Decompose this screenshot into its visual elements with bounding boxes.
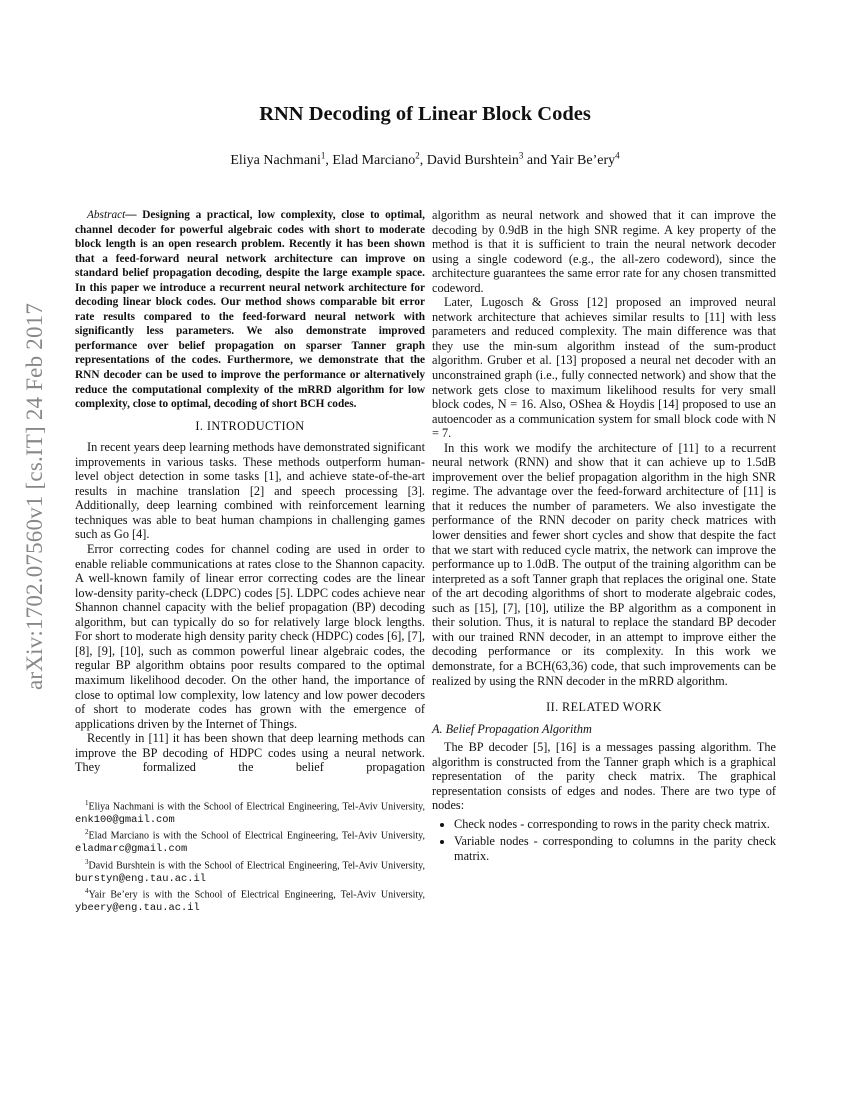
left-column [75,208,425,915]
right-column [432,208,776,867]
footnote: $^4$Yair Be’ery is with the School of Electrical Engineering, Tel-Aviv University, ybeery@eng.tau.ac.il [75,887,425,915]
paragraph: In this work we modify the architecture of [11] to a recurrent neural network (RNN) and show that it can achieve up to 1.5dB improvement over the belief propagation algorithm in the high SNR regime. The advantage over the feed-forward architecture of [11] is that it reduces the number of parameters. We also investigate the performance of the RNN decoder on parity check matrices with lower densities and fewer short cycles and show that despite the fact that we start with reduced cycle matrix, the network can improve the performance up to 1.0dB. The output of the training algorithm can be interpreted as a soft Tanner graph that replaces the original one. State of the art decoding algorithms of short to moderate algebraic codes, such as [15], [7], [10], utilize the BP algorithm as a component in their solution. Thus, it is natural to replace the standard BP decoder with our trained RNN decoder, in an attempt to improve either the decoding performance or its complexity. In this work we demonstrate, for a BCH(63,36) code, that such improvements can be realized by using the RNN decoder in the mRRD algorithm. [432,440,776,688]
footnotes [75,797,425,915]
subsection-heading: A. Belief Propagation Algorithm [432,721,592,736]
section-heading-related-work: II. RELATED WORK [546,700,662,715]
abstract-label: Abstract [87,209,126,221]
list-item: • Variable nodes - corresponding to columns in the parity check matrix. [454,834,776,863]
abstract: Abstract— Designing a practical, low complexity, close to optimal, channel decoder for powerful algebraic codes with short to moderate block length is an open research problem. Recently it has been shown that a feed-forward neural network architecture can improve on standard belief propagation decoding, despite the large example space. In this paper we introduce a recurrent neural network architecture for decoding linear block codes. Our method shows comparable bit error rate results compared to the feed-forward neural network with significantly less parameters. We also demonstrate improved performance over belief propagation on sparser Tanner graph representations of the codes. Furthermore, we demonstrate that the RNN decoder can be used to improve the performance or alternatively reduce the computational complexity of the mRRD algorithm for low complexity, close to optimal, decoding of short BCH codes. [75,209,425,411]
paragraph: Later, Lugosch & Gross [12] proposed an improved neural network architecture that achieves similar results to [11] with less parameters and reduced complexity. The main difference was that they use the min-sum algorithm instead of the sum-product algorithm. Gruber et al. [13] proposed a neural net decoder with an unconstrained graph (i.e., fully connected network) and show that the network gets close to maximum likelihood results for very small block codes, N = 16. Also, OShea & Hoydis [14] proposed to use an autoencoder as a communication system for small block code with N = 7. [432,295,776,441]
paragraph: Recently in [11] it has been shown that deep learning methods can improve the BP decoding of HDPC codes using a neural network. They formalized the belief propagation [75,731,425,775]
paragraph-continued: algorithm as neural network and showed that it can improve the decoding by 0.9dB in the high SNR regime. A key property of the method is that it is sufficient to train the neural network decoder using a single codeword (e.g., the all-zero codeword), since the architecture guarantees the same error rate for any chosen transmitted codeword. [432,208,776,295]
author: Yair Be’ery$^4$ [550,150,620,168]
paragraph: In recent years deep learning methods have demonstrated significant improvements in various tasks. These methods outperform human-level object detection in some tasks [1], and achieve state-of-the-art results in machine translation [2] and speech processing [3]. Additionally, deep learning combined with reinforcement learning techniques was able to beat human champions in challenging games such as Go [4]. [75,440,425,542]
node-type-list [432,817,776,864]
footnote: $^3$David Burshtein is with the School of Electrical Engineering, Tel-Aviv University, burstyn@eng.tau.ac.il [75,857,425,885]
paper-title: RNN Decoding of Linear Block Codes [259,103,591,125]
author: Eliya Nachmani$^1$, [230,150,333,168]
author: Elad Marciano$^2$, [332,150,427,168]
footnote: $^2$Elad Marciano is with the School of Electrical Engineering, Tel-Aviv University, eladmarc@gmail.com [75,828,425,856]
footnote: $^1$Eliya Nachmani is with the School of Electrical Engineering, Tel-Aviv University, enk100@gmail.com [75,798,425,826]
paragraph: The BP decoder [5], [16] is a messages passing algorithm. The algorithm is constructed from the Tanner graph which is a graphical representation of the parity check matrix. The graphical representation consists of edges and nodes. There are two type of nodes: [432,740,776,813]
author-list [0,150,850,169]
arxiv-stamp: arXiv:1702.07560v1 [cs.IT] 24 Feb 2017 [22,302,47,690]
paragraph: Error correcting codes for channel coding are used in order to enable reliable communications at rates close to the Shannon capacity. A well-known family of linear error correcting codes are the linear low-density parity-check (LDPC) codes [5]. LDPC codes achieve near Shannon channel capacity with the belief propagation (BP) decoding algorithm, but can typically do so for relatively large block lengths. For short to moderate high density parity check (HDPC) codes [6], [7], [8], [9], [10], such as common powerful linear algebraic codes, the regular BP algorithm obtains poor results compared to the optimal maximum likelihood decoder. On the other hand, the importance of close to optimal low complexity, low latency and low power decoders of short to moderate codes has grown with the emergence of applications driven by the Internet of Things. [75,542,425,731]
section-heading-introduction: I. INTRODUCTION [195,418,305,433]
list-item: • Check nodes - corresponding to rows in the parity check matrix. [454,817,776,832]
author: David Burshtein$^3$ and [426,150,551,168]
